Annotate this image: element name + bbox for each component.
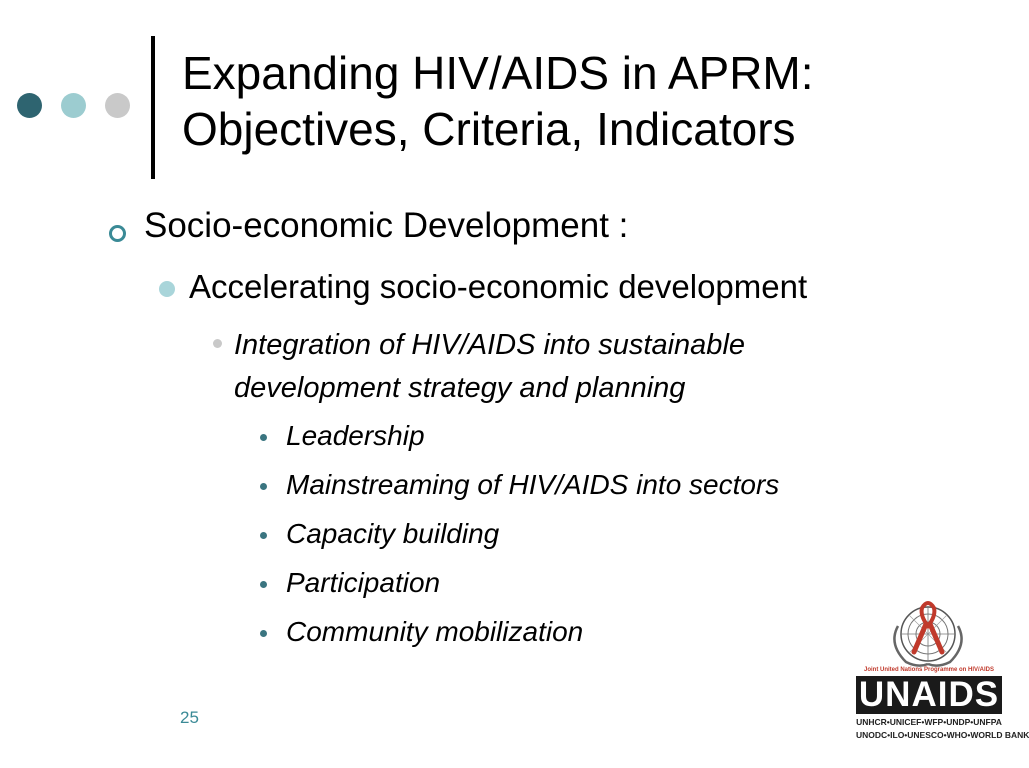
level4-item: Community mobilization [286, 616, 584, 647]
level3-bullet-icon [213, 339, 222, 348]
level4-item: Participation [286, 567, 441, 598]
level2-bullet-icon [159, 281, 175, 297]
level4-bullet-icon [260, 532, 267, 539]
level1-bullet-icon [109, 225, 126, 242]
level4-item: Mainstreaming of HIV/AIDS into sectors [286, 469, 780, 500]
level4-bullet-icon [260, 630, 267, 637]
level3-line-1: Integration of HIV/AIDS into sustainable [234, 329, 746, 361]
logo-wordmark: UNAIDS [856, 676, 1002, 714]
logo-cosponsors-line-2: UNODC•ILO•UNESCO•WHO•WORLD BANK [856, 730, 1029, 740]
level4-bullet-icon [260, 434, 267, 441]
title-line-2: Objectives, Criteria, Indicators [182, 103, 796, 155]
level3-line-2: development strategy and planning [234, 372, 686, 404]
level2-text: Accelerating socio-economic development [189, 268, 808, 305]
level4-bullet-icon [260, 483, 267, 490]
level1-text: Socio-economic Development : [144, 206, 629, 245]
level3-text [234, 324, 745, 410]
logo-subtitle: Joint United Nations Programme on HIV/AIDS [863, 667, 994, 673]
logo-cosponsors-line-1: UNHCR•UNICEF•WFP•UNDP•UNFPA [856, 717, 1002, 727]
slide-number: 25 [180, 708, 199, 727]
title-line-1: Expanding HIV/AIDS in APRM: [182, 47, 814, 99]
level4-item: Leadership [286, 420, 425, 451]
level4-bullet-icon [260, 581, 267, 588]
level4-item: Capacity building [286, 518, 500, 549]
